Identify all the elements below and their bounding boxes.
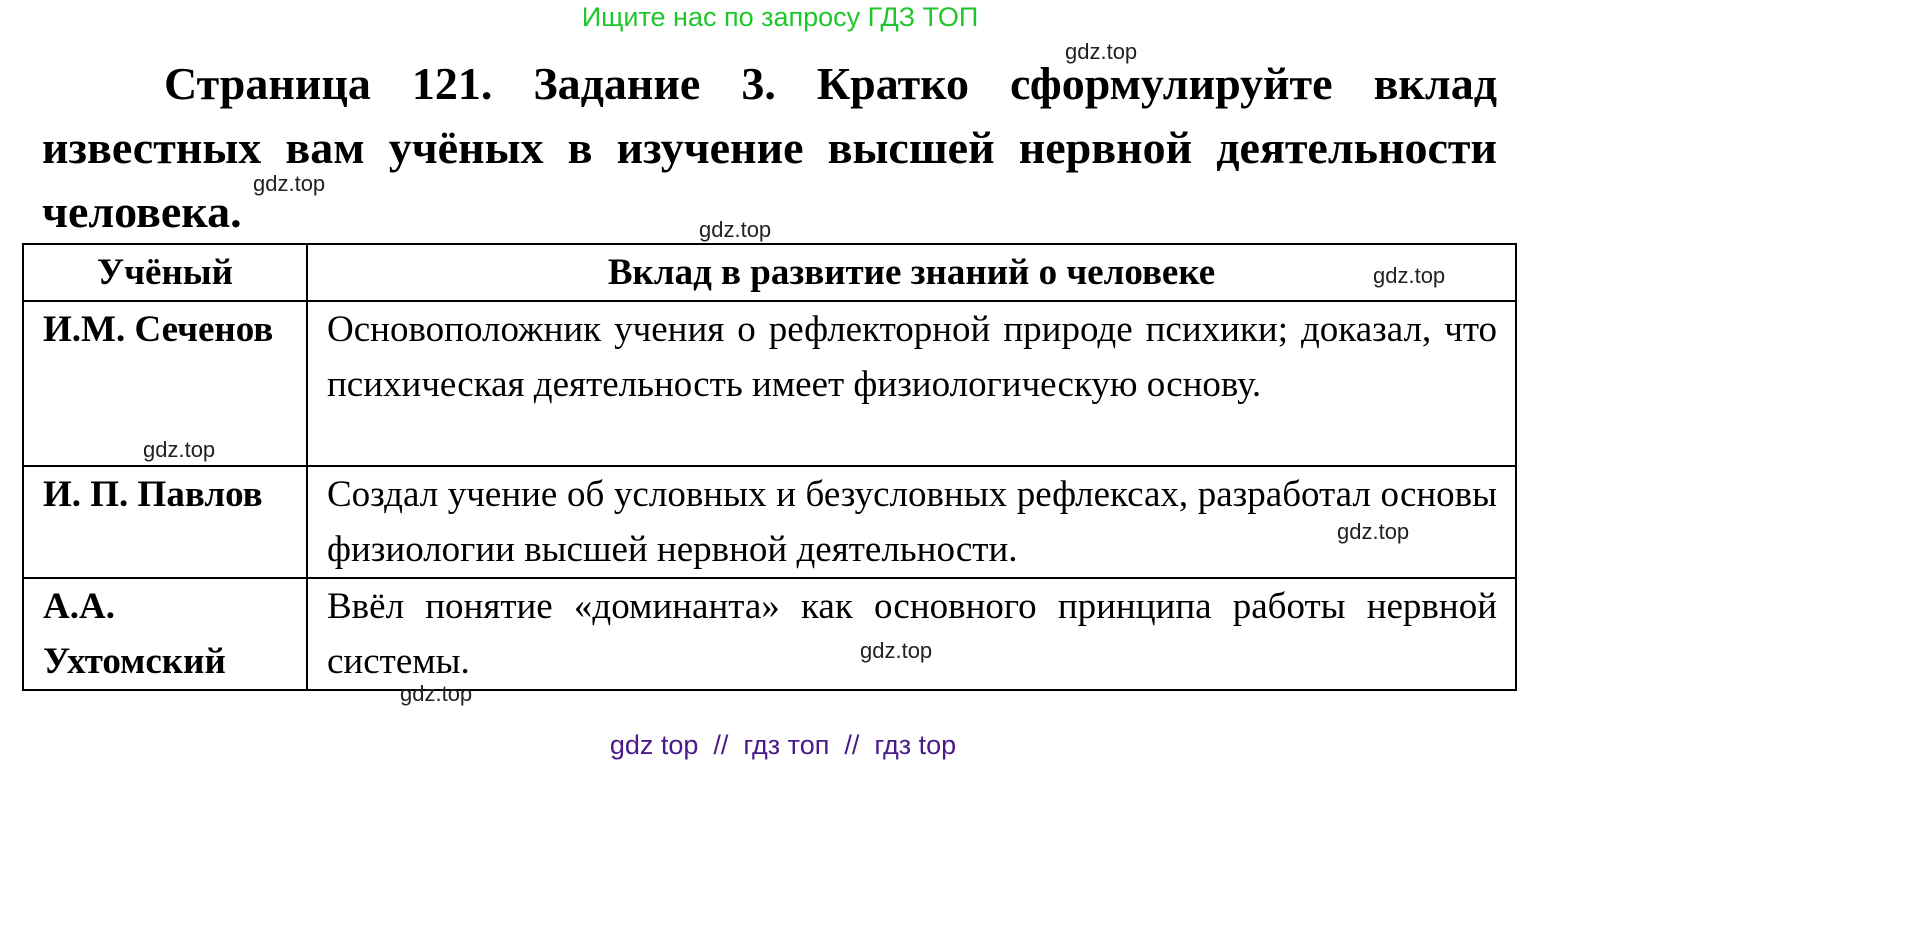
contribution-text: Создал учение об условных и безусловных рефлексах, разработал основы физиологии высшей нервной деятельности.: [307, 466, 1516, 578]
watermark: gdz.top: [253, 171, 326, 196]
watermark: gdz.top: [143, 437, 216, 462]
watermark: gdz.top: [860, 638, 933, 663]
footer-links: gdz top // гдз топ // гдз top: [609, 730, 957, 760]
scientist-name: И. П. Павлов: [23, 466, 307, 578]
watermark: gdz.top: [1065, 39, 1138, 64]
task-title: Страница 121. Задание 3. Кратко сформулируйте вклад известных вам учёных в изучение высшей нервной деятельности человека.: [42, 58, 1497, 237]
table-header-row: [23, 244, 1516, 301]
search-hint-banner: Ищите нас по запросу ГДЗ ТОП: [581, 2, 979, 32]
watermark: gdz.top: [1373, 263, 1446, 288]
contribution-text: Основоположник учения о рефлекторной природе психики; доказал, что психическая деятельность имеет физиологическую основу.: [307, 301, 1516, 466]
table-row: [23, 578, 1516, 690]
table-row: [23, 466, 1516, 578]
contribution-text: Ввёл понятие «доминанта» как основного принципа работы нервной системы.: [307, 578, 1516, 690]
watermark: gdz.top: [699, 217, 772, 242]
column-header-scientist: Учёный: [23, 244, 307, 301]
watermark: gdz.top: [400, 681, 473, 706]
scientist-name: А.А. Ухтомский: [23, 578, 307, 690]
scientist-name: И.М. Сеченов: [23, 301, 307, 466]
scientists-table: [22, 243, 1517, 691]
column-header-contribution: Вклад в развитие знаний о человеке: [307, 244, 1516, 301]
table-row: [23, 301, 1516, 466]
watermark: gdz.top: [1337, 519, 1410, 544]
